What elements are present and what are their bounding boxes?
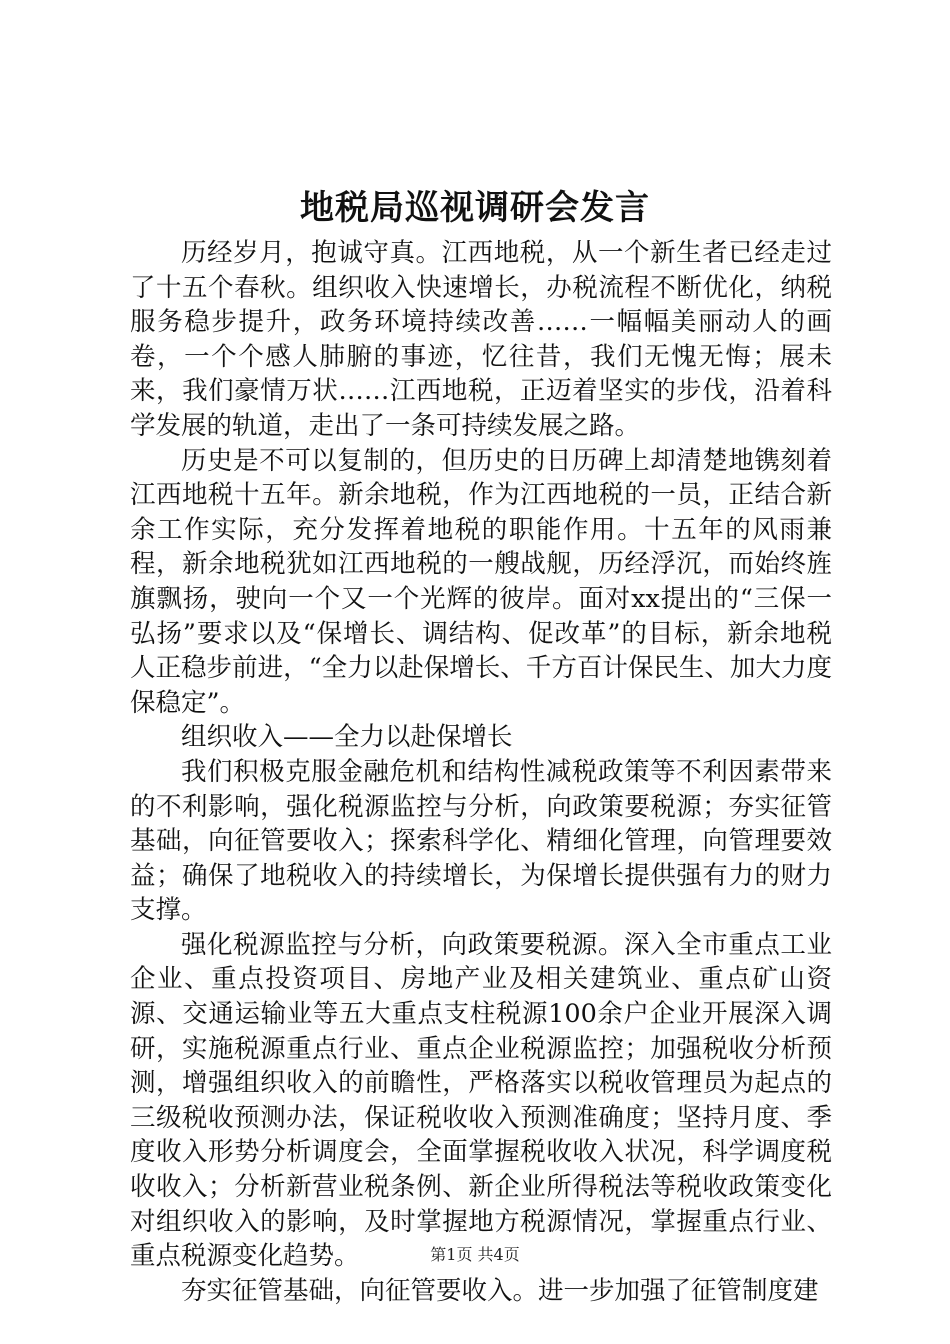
paragraph-collection-foundation: 夯实征管基础，向征管要收入。进一步加强了征管制度建: [181, 1275, 819, 1306]
paragraph-tax-source-monitoring: 强化税源监控与分析，向政策要税源。深入全市重点工业企业、重点投资项目、房地产业及相关建筑业、重点矿山资源、交通运输业等五大重点支柱税源100余户企业开展深入调研，实施税源重点行业、重点企业税源监控；加强税收分析预测，增强组织收入的前瞻性，严格落实以税收管理员为起点的三级税收预测办法，保证税收收入预测准确度；坚持月度、季度收入形势分析调度会，全面掌握税收收入状况，科学调度税收收入；分析新营业税条例、新企业所得税法等税收政策变化对组织收入的影响，及时掌握地方税源情况，掌握重点行业、重点税源变化趋势。: [130, 929, 832, 1272]
paragraph-revenue-summary: 我们积极克服金融危机和结构性减税政策等不利因素带来的不利影响，强化税源监控与分析，向政策要税源；夯实征管基础，向征管要收入；探索科学化、精细化管理，向管理要效益；确保了地税收入的持续增长，为保增长提供强有力的财力支撑。: [130, 756, 832, 926]
paragraph-intro: 历经岁月，抱诚守真。江西地税，从一个新生者已经走过了十五个春秋。组织收入快速增长，办税流程不断优化，纳税服务稳步提升，政务环境持续改善……一幅幅美丽动人的画卷，一个个感人肺腑的事迹，忆往昔，我们无愧无悔；展未来，我们豪情万状……江西地税，正迈着坚实的步伐，沿着科学发展的轨道，走出了一条可持续发展之路。: [130, 238, 832, 441]
paragraph-history: 历史是不可以复制的，但历史的日历碑上却清楚地镌刻着江西地税十五年。新余地税，作为江西地税的一员，正结合新余工作实际，充分发挥着地税的职能作用。十五年的风雨兼程，新余地税犹如江西地税的一艘战舰，历经浮沉，而始终旌旗飘扬，驶向一个又一个光辉的彼岸。面对xx提出的“三保一弘扬”要求以及“保增长、调结构、促改革”的目标，新余地税人正稳步前进，“全力以赴保增长、千方百计保民生、加大力度保稳定”。: [130, 445, 832, 718]
section-heading-revenue: 组织收入——全力以赴保增长: [181, 722, 513, 753]
document-title: 地税局巡视调研会发言: [300, 188, 650, 228]
document-body: [130, 236, 832, 1308]
page-footer: 第1页 共4页: [430, 1245, 520, 1264]
